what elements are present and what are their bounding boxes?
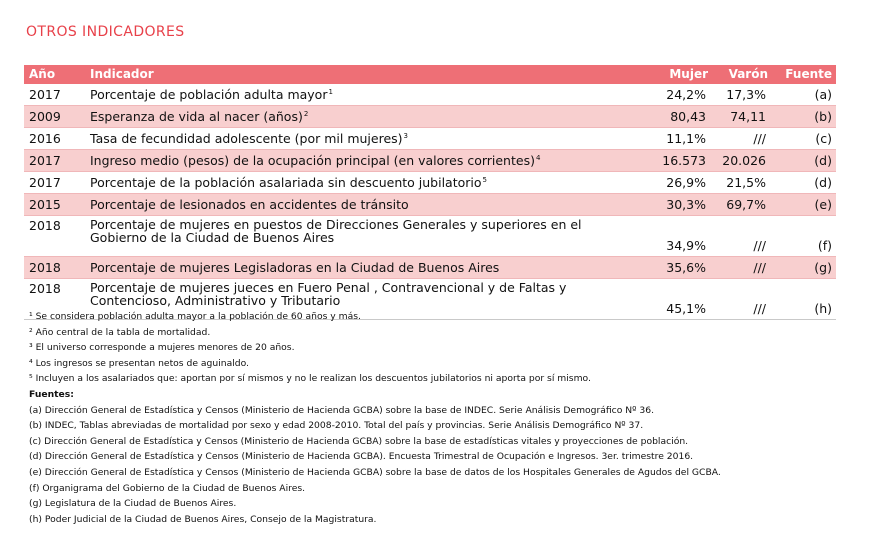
row-mujer: 30,3% [666, 197, 706, 212]
row-fuente: (h) [814, 301, 832, 316]
row-mujer: 34,9% [666, 238, 706, 253]
row-varon: 74,11 [730, 109, 766, 124]
row-year: 2017 [29, 175, 61, 190]
row-fuente: (d) [814, 175, 832, 190]
col-varon: Varón [728, 67, 768, 81]
row-varon: 20.026 [722, 153, 766, 168]
row-mujer: 16.573 [662, 153, 706, 168]
row-indicator: Porcentaje de mujeres Legisladoras en la Ciudad de Buenos Aires [90, 260, 500, 275]
row-varon: /// [753, 260, 766, 275]
row-year: 2018 [29, 260, 61, 275]
row-mujer: 26,9% [666, 175, 706, 190]
row-indicator: Porcentaje de mujeres en puestos de Direcciones Generales y superiores en el Gobierno de la Ciudad de Buenos Aires [90, 217, 582, 245]
col-mujer: Mujer [669, 67, 708, 81]
row-varon: 69,7% [726, 197, 766, 212]
row-year: 2015 [29, 197, 61, 212]
footnote-ref: 5 [482, 176, 487, 184]
row-indicator: Porcentaje de mujeres jueces en Fuero Penal , Contravencional y de Faltas y Contencioso, Administrativo y Tributario [90, 280, 567, 308]
table-row [24, 128, 836, 150]
row-indicator: Porcentaje de población adulta mayor$^1$ [90, 87, 333, 102]
table-row [24, 106, 836, 128]
row-year: 2016 [29, 131, 61, 146]
footnote-ref: 2 [303, 110, 309, 118]
table-header [24, 65, 836, 84]
footnote: ¹ Se considera población adulta mayor a la población de 60 años y más. [29, 311, 361, 322]
source: (d) Dirección General de Estadística y Censos (Ministerio de Hacienda GCBA). Encuesta Trimestral de Ocupación e Ingresos. 3er. trimestre 2016. [29, 451, 694, 463]
row-year: 2017 [29, 87, 61, 102]
row-mujer: 45,1% [666, 301, 706, 316]
row-mujer: 11,1% [666, 131, 706, 146]
source: (f) Organigrama del Gobierno de la Ciudad de Buenos Aires. [29, 482, 306, 494]
row-indicator: Porcentaje de la población asalariada sin descuento jubilatorio$^5$ [90, 175, 487, 190]
row-indicator: Esperanza de vida al nacer (años)$^2$ [90, 109, 309, 124]
table-row [24, 194, 836, 216]
source: (e) Dirección General de Estadística y Censos (Ministerio de Hacienda GCBA) sobre la base de datos de los Hospitales Generales de Agudos del GCBA. [29, 466, 721, 478]
row-year: 2009 [29, 109, 61, 124]
row-fuente: (a) [814, 87, 832, 102]
source: (c) Dirección General de Estadística y Censos (Ministerio de Hacienda GCBA) sobre la base de estadísticas vitales y proyecciones de población. [29, 435, 689, 447]
row-year: 2018 [29, 218, 61, 233]
row-fuente: (e) [814, 197, 832, 212]
footnote: ² Año central de la tabla de mortalidad. [29, 326, 211, 338]
table-row [24, 172, 836, 194]
col-year: Año [29, 67, 56, 81]
row-varon: /// [753, 238, 766, 253]
indicators-table [24, 65, 836, 320]
footnote: ³ El universo corresponde a mujeres menores de 20 años. [29, 342, 295, 354]
source: (h) Poder Judicial de la Ciudad de Buenos Aires, Consejo de la Magistratura. [29, 513, 377, 525]
row-fuente: (g) [814, 260, 832, 275]
section-title: OTROS INDICADORES [26, 24, 185, 40]
row-year: 2017 [29, 153, 61, 168]
table-row [24, 216, 836, 257]
footnote-ref: 3 [403, 132, 408, 140]
row-varon: /// [753, 301, 766, 316]
row-varon: 17,3% [726, 87, 766, 102]
table-row [24, 84, 836, 106]
table-row [24, 150, 836, 172]
source: (b) INDEC, Tablas abreviadas de mortalidad por sexo y edad 2008-2010. Total del país y provincias. Serie Análisis Demográfico Nº 37. [29, 420, 644, 432]
row-fuente: (b) [814, 109, 832, 124]
col-fuente: Fuente [785, 67, 832, 81]
row-mujer: 35,6% [666, 260, 706, 275]
row-fuente: (c) [815, 131, 832, 146]
footnote-ref: 1 [328, 88, 333, 96]
footnote: ⁵ Incluyen a los asalariados que: aportan por sí mismos y no le realizan los descuentos jubilatorios ni aporta por sí mismo. [29, 373, 591, 385]
table-row [24, 257, 836, 279]
row-fuente: (d) [814, 153, 832, 168]
footnotes [29, 309, 721, 527]
source: (a) Dirección General de Estadística y Censos (Ministerio de Hacienda GCBA) sobre la base de INDEC. Serie Análisis Demográfico Nº 36. [29, 404, 654, 416]
footnote: ⁴ Los ingresos se presentan netos de aguinaldo. [29, 357, 249, 369]
row-indicator: Tasa de fecundidad adolescente (por mil mujeres)$^3$ [90, 131, 408, 146]
row-mujer: 80,43 [670, 109, 706, 124]
row-varon: 21,5% [726, 175, 766, 190]
source: (g) Legislatura de la Ciudad de Buenos Aires. [29, 498, 237, 510]
row-mujer: 24,2% [666, 87, 706, 102]
row-year: 2018 [29, 281, 61, 296]
sources-heading: Fuentes: [29, 388, 74, 400]
row-varon: /// [753, 131, 766, 146]
footnote-ref: 4 [535, 154, 541, 162]
col-indicator: Indicador [90, 67, 154, 81]
row-fuente: (f) [817, 238, 832, 253]
row-indicator: Ingreso medio (pesos) de la ocupación principal (en valores corrientes)$^4$ [90, 153, 541, 168]
row-indicator: Porcentaje de lesionados en accidentes de tránsito [90, 197, 409, 212]
